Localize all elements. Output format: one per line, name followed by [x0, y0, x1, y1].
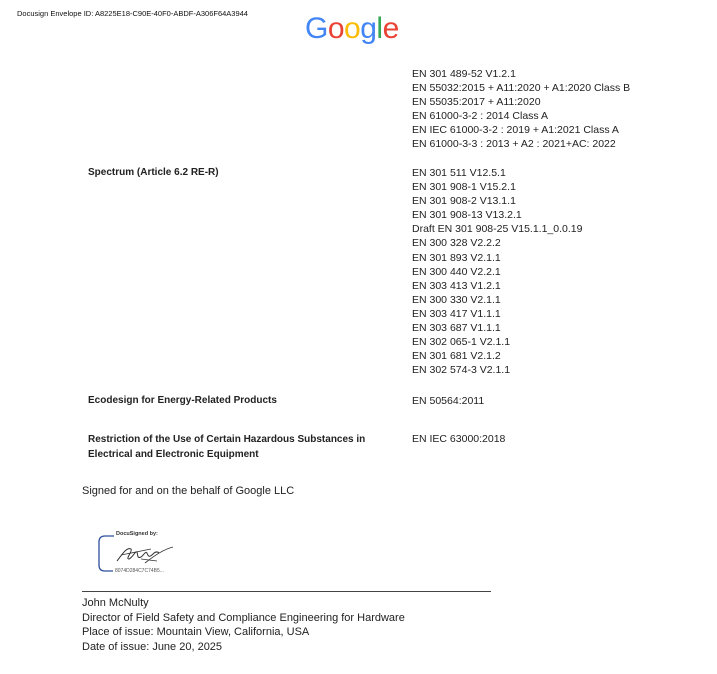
envelope-id: Docusign Envelope ID: A8225E18-C90E-40F0-ABDF-A306F64A3944: [17, 9, 248, 18]
standard-item: EN 301 908-1 V15.2.1: [412, 181, 516, 194]
docusign-id: 8074D284C7C74B5...: [115, 568, 164, 574]
signer-block: [82, 596, 405, 654]
logo-letter: g: [360, 12, 377, 45]
rohs-standards-list: [412, 432, 505, 446]
standard-item: EN 61000-3-3 : 2013 + A2 : 2021+AC: 2022: [412, 138, 616, 151]
logo-letter: l: [376, 12, 383, 45]
rohs-label: [88, 432, 388, 462]
standard-item: EN 302 574-3 V2.1.1: [412, 364, 511, 377]
standard-item: EN IEC 63000:2018: [412, 433, 506, 445]
emc-standards-list: [412, 67, 630, 152]
standard-item: EN 50564:2011: [412, 395, 485, 407]
spectrum-standards-list: [412, 166, 582, 377]
logo-letter: G: [305, 12, 328, 45]
signer-title: Director of Field Safety and Compliance Engineering for Hardware: [82, 611, 405, 624]
docusigned-by-label: DocuSigned by:: [116, 531, 158, 537]
logo-letter: o: [327, 12, 345, 45]
place-of-issue: Place of issue: Mountain View, California, USA: [82, 626, 310, 638]
standard-item: EN 301 489-52 V1.2.1: [412, 68, 516, 80]
signature-line: [82, 591, 491, 592]
standard-item: EN 301 893 V2.1.1: [412, 251, 501, 264]
standard-item: EN 300 440 V2.2.1: [412, 265, 501, 278]
docusign-signature-stamp: [97, 533, 187, 575]
logo-letter: e: [382, 12, 399, 45]
standard-item: EN 300 330 V2.1.1: [412, 293, 501, 306]
ecodesign-standards-list: [412, 394, 484, 408]
logo-letter: o: [344, 12, 361, 45]
standard-item: EN 303 687 V1.1.1: [412, 322, 501, 335]
signed-for-statement: Signed for and on the behalf of Google LLC: [82, 485, 295, 497]
standard-item: EN 301 908-13 V13.2.1: [412, 209, 522, 222]
signer-name: John McNulty: [82, 597, 149, 609]
standard-item: EN 301 908-2 V13.1.1: [412, 195, 516, 208]
ecodesign-label: Ecodesign for Energy-Related Products: [88, 395, 277, 406]
standard-item: EN IEC 61000-3-2 : 2019 + A1:2021 Class A: [412, 124, 619, 137]
spectrum-label: Spectrum (Article 6.2 RE-R): [88, 167, 219, 178]
rohs-label-line2: Electrical and Electronic Equipment: [88, 449, 259, 460]
standard-item: Draft EN 301 908-25 V15.1.1_0.0.19: [412, 223, 583, 236]
standard-item: EN 301 511 V12.5.1: [412, 167, 506, 179]
standard-item: EN 303 413 V1.2.1: [412, 279, 501, 292]
google-logo: [305, 12, 399, 46]
rohs-label-line1: Restriction of the Use of Certain Hazardous Substances in: [88, 434, 366, 445]
handwritten-signature: [111, 539, 181, 567]
standard-item: EN 300 328 V2.2.2: [412, 237, 501, 250]
standard-item: EN 61000-3-2 : 2014 Class A: [412, 110, 548, 123]
standard-item: EN 301 681 V2.1.2: [412, 350, 501, 363]
standard-item: EN 302 065-1 V2.1.1: [412, 336, 511, 349]
standard-item: EN 55032:2015 + A11:2020 + A1:2020 Class B: [412, 82, 631, 95]
standard-item: EN 303 417 V1.1.1: [412, 307, 501, 320]
standard-item: EN 55035:2017 + A11:2020: [412, 96, 541, 109]
date-of-issue: Date of issue: June 20, 2025: [82, 640, 223, 653]
